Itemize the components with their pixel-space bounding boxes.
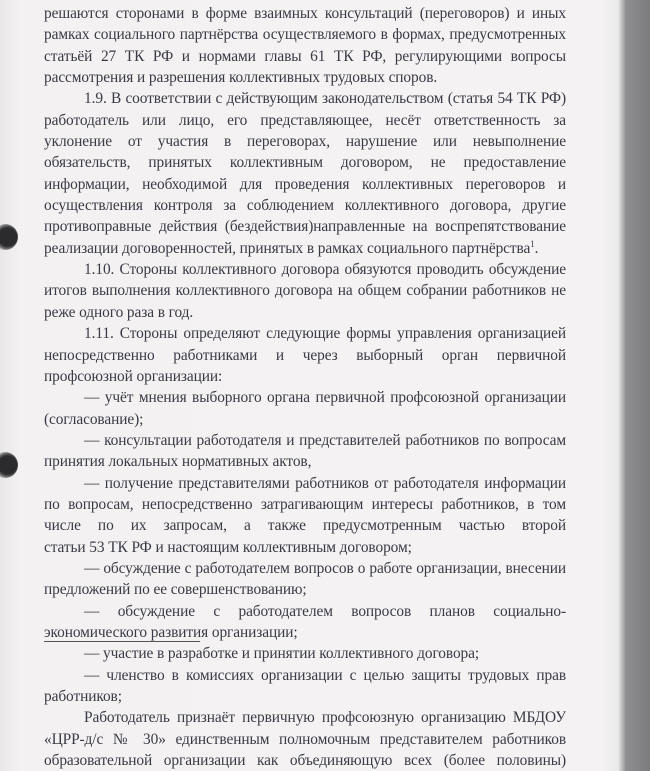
punch-hole-bottom xyxy=(0,452,18,478)
text-line xyxy=(44,174,566,195)
line-text: рамках социального партнёрства осуществляемого в формах, предусмотренных xyxy=(44,26,566,44)
line-text: образовательной организации как объединяющую всех (более половины) xyxy=(44,752,566,770)
footnote-reference: 1 xyxy=(530,238,535,249)
line-text: — членство в комиссиях организации с целью защиты трудовых прав xyxy=(84,666,566,684)
text-line xyxy=(44,24,566,45)
line-text: — участие в разработке и принятии коллективного договора; xyxy=(84,645,480,663)
text-line xyxy=(44,409,566,430)
text-line xyxy=(44,686,566,707)
line-text: 1.11. Стороны определяют следующие формы управления организацией xyxy=(84,325,566,343)
line-text: решаются сторонами в форме взаимных консультаций (переговоров) и иных xyxy=(44,5,566,22)
text-line xyxy=(44,3,566,24)
line-text: работников; xyxy=(44,688,122,705)
text-line xyxy=(44,558,566,579)
text-line xyxy=(44,579,566,600)
text-line xyxy=(44,601,566,622)
line-text: предложений по ее совершенствованию; xyxy=(44,581,307,599)
line-text: работодатель или лицо, его представляющее, несёт ответственность за xyxy=(44,111,566,129)
text-line xyxy=(44,515,566,536)
footnote-separator xyxy=(44,641,200,642)
text-line xyxy=(44,387,566,408)
line-text: — обсуждение с работодателем вопросов о работе организации, внесении xyxy=(84,559,566,577)
line-text: — учёт мнения выборного органа первичной профсоюзной организации xyxy=(84,389,566,407)
line-text: информации, необходимой для проведения коллективных переговоров и xyxy=(44,175,566,193)
line-text: уклонение от участия в переговорах, нарушение или невыполнение xyxy=(44,133,566,151)
line-text: по вопросам, непосредственно затрагивающим интересы работников, в том xyxy=(44,495,566,513)
text-line xyxy=(44,366,566,387)
text-line xyxy=(44,131,566,152)
line-text: непосредственно работниками и через выборный орган первичной xyxy=(44,346,566,364)
text-line xyxy=(44,110,566,131)
text-line xyxy=(44,323,566,344)
line-text: статьёй 27 ТК РФ и нормами главы 61 ТК РФ, регулирующими вопросы xyxy=(44,47,566,65)
line-text: (согласование); xyxy=(44,410,144,428)
text-line xyxy=(44,259,566,280)
text-line xyxy=(44,195,566,216)
text-line xyxy=(44,707,566,728)
line-text: — получение представителями работников от работодателя информации xyxy=(84,474,566,492)
line-text: — обсуждение с работодателем вопросов планов социально- xyxy=(84,602,566,620)
text-line xyxy=(44,67,566,88)
line-text: реализации договоренностей, принятых в рамках социального партнёрства xyxy=(44,239,531,257)
text-line xyxy=(44,451,566,472)
document-page xyxy=(44,3,566,771)
text-line xyxy=(44,750,566,771)
text-line xyxy=(44,473,566,494)
text-line xyxy=(44,729,566,750)
line-text: статьи 53 ТК РФ и настоящим коллективным договором; xyxy=(44,538,412,556)
line-text: рассмотрения и разрешения коллективных трудовых споров. xyxy=(44,69,438,87)
text-line xyxy=(44,643,566,664)
line-text: принятия локальных нормативных актов, xyxy=(44,453,312,471)
line-text: 1.10. Стороны коллективного договора обязуются проводить обсуждение xyxy=(84,261,566,279)
line-text: реже одного раза в год. xyxy=(44,303,194,321)
line-text: экономического развития организации; xyxy=(44,623,298,641)
line-text: противоправные действия (бездействия)направленные на воспрепятствование xyxy=(44,218,566,236)
text-line xyxy=(44,302,566,323)
line-text: обязательств, принятых коллективным договором, не предоставление xyxy=(44,154,566,172)
line-text: профсоюзной организации: xyxy=(44,367,223,385)
text-line xyxy=(44,280,566,301)
text-line xyxy=(44,665,566,686)
line-text: Работодатель признаёт первичную профсоюзную организацию МБДОУ xyxy=(84,709,566,727)
line-punctuation: . xyxy=(534,239,539,257)
line-text: осуществления контроля за соблюдением коллективного договора, другие xyxy=(44,197,566,215)
line-text: 1.9. В соответствии с действующим законодательством (статья 54 ТК РФ) xyxy=(84,90,566,108)
text-line xyxy=(44,345,566,366)
line-text: итогов выполнения коллективного договора на общем собрании работников не xyxy=(44,282,566,300)
text-line xyxy=(44,88,566,109)
line-text: «ЦРР-д/с № 30» единственным полномочным представителем работников xyxy=(44,730,566,748)
text-line xyxy=(44,494,566,515)
line-text: — консультации работодателя и представителей работников по вопросам xyxy=(84,431,566,449)
punch-hole-top xyxy=(0,224,18,250)
text-line xyxy=(44,216,566,237)
text-line xyxy=(44,430,566,451)
text-line xyxy=(44,46,566,67)
text-line xyxy=(44,238,566,259)
text-line xyxy=(44,537,566,558)
text-line xyxy=(44,152,566,173)
line-text: числе по их запросам, а также предусмотренным частью второй xyxy=(44,517,566,535)
